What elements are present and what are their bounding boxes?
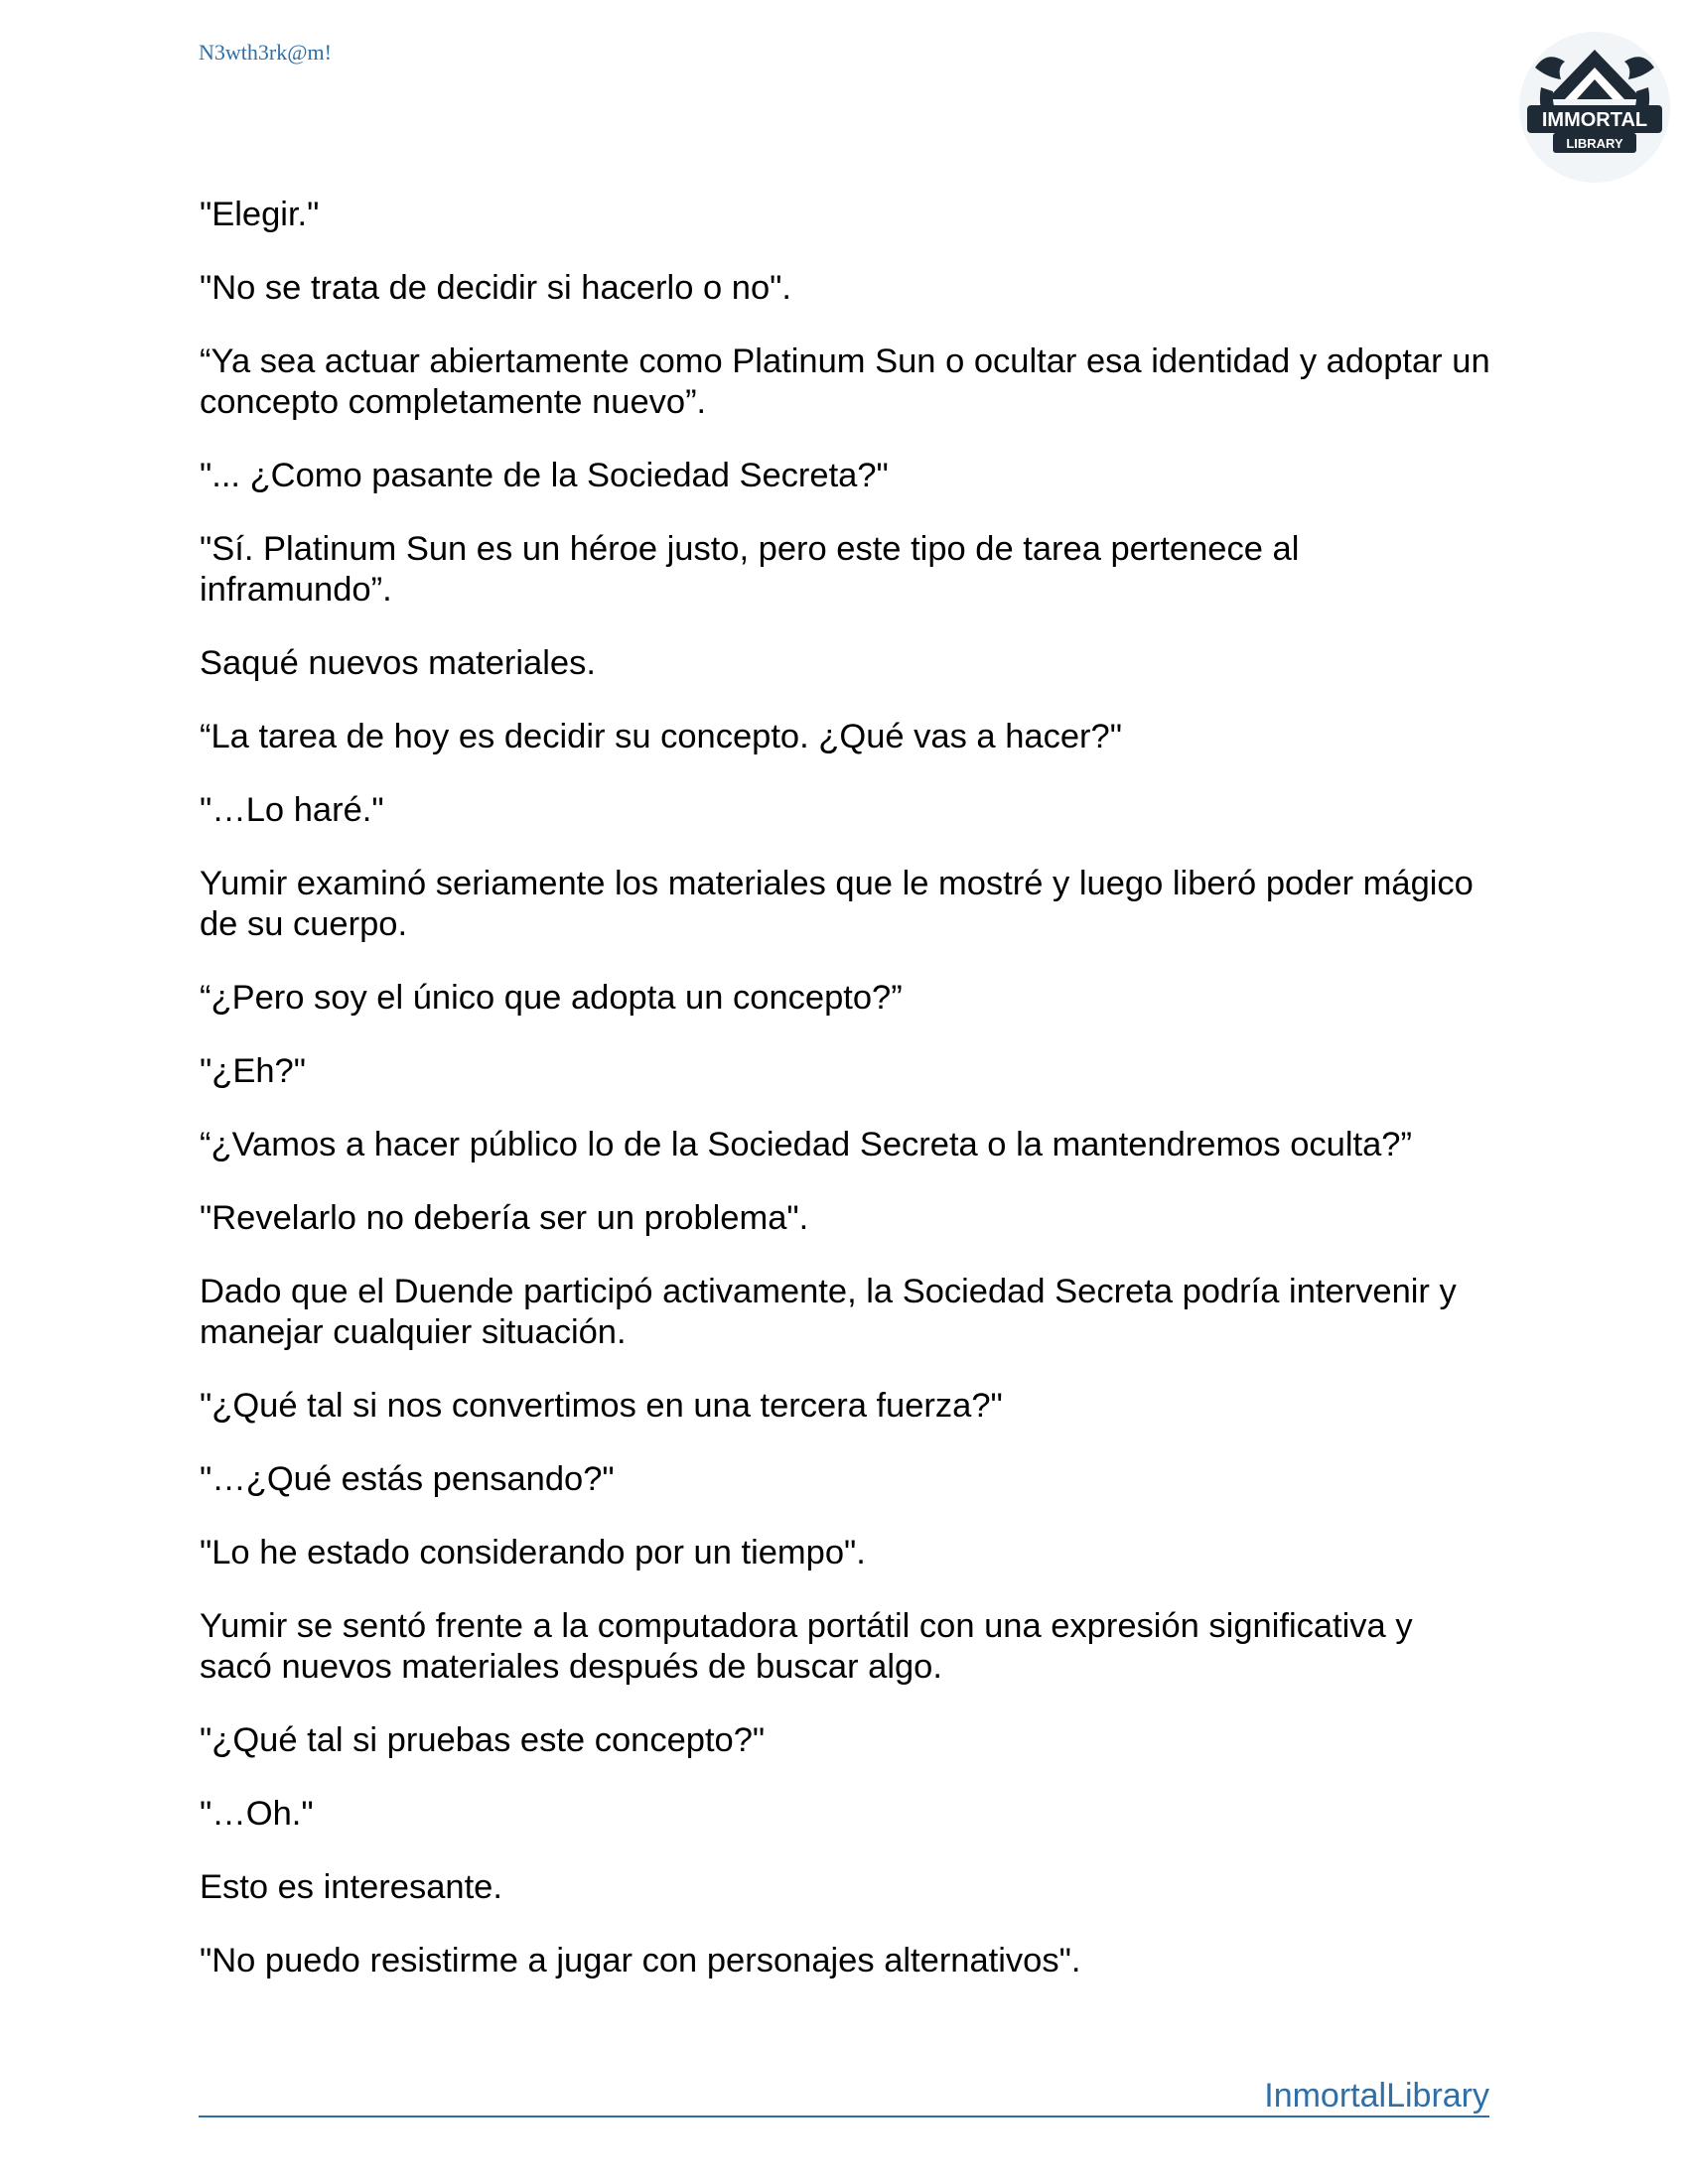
- paragraph: "No se trata de decidir si hacerlo o no".: [200, 269, 791, 307]
- paragraph: "Elegir.": [200, 196, 320, 233]
- header-watermark: N3wth3rk@m!: [199, 40, 332, 65]
- paragraph: "…¿Qué estás pensando?": [200, 1460, 615, 1498]
- footer-divider: [199, 2116, 1489, 2117]
- paragraph: Saqué nuevos materiales.: [200, 644, 596, 682]
- paragraph: "Lo he estado considerando por un tiempo".: [200, 1534, 866, 1571]
- paragraph: "Sí. Platinum Sun es un héroe justo, pero este tipo de tarea pertenece al inframundo”.: [200, 530, 1300, 609]
- footer-link[interactable]: InmortalLibrary: [1264, 2077, 1489, 2115]
- paragraph: "No puedo resistirme a jugar con personajes alternativos".: [200, 1942, 1081, 1979]
- paragraph: Yumir examinó seriamente los materiales que le mostré y luego liberó poder mágico de su cuerpo.: [200, 865, 1474, 943]
- logo-text-immortal: IMMORTAL: [1541, 109, 1648, 131]
- paragraph: Yumir se sentó frente a la computadora portátil con una expresión significativa y sacó nuevos materiales después de buscar algo.: [200, 1607, 1413, 1686]
- paragraph: "Revelarlo no debería ser un problema".: [200, 1199, 809, 1237]
- paragraph: “Ya sea actuar abiertamente como Platinum Sun o ocultar esa identidad y adoptar un concepto completamente nuevo”.: [200, 342, 1490, 421]
- paragraph: “La tarea de hoy es decidir su concepto. ¿Qué vas a hacer?": [200, 718, 1122, 755]
- paragraph: "…Lo haré.": [200, 791, 384, 829]
- paragraph: Esto es interesante.: [200, 1868, 502, 1906]
- paragraph: "¿Qué tal si pruebas este concepto?": [200, 1721, 766, 1759]
- paragraph: "... ¿Como pasante de la Sociedad Secreta?": [200, 457, 889, 494]
- paragraph: “¿Vamos a hacer público lo de la Sociedad Secreta o la mantendremos oculta?”: [200, 1126, 1412, 1163]
- paragraph: “¿Pero soy el único que adopta un concepto?”: [200, 979, 903, 1017]
- paragraph: "¿Eh?": [200, 1052, 306, 1090]
- paragraph: Dado que el Duende participó activamente, la Sociedad Secreta podría intervenir y manejar cualquier situación.: [200, 1273, 1457, 1351]
- immortal-library-logo: [1517, 28, 1672, 187]
- document-body: [200, 195, 1490, 2014]
- paragraph: "¿Qué tal si nos convertimos en una tercera fuerza?": [200, 1387, 1003, 1425]
- paragraph: "…Oh.": [200, 1795, 314, 1833]
- logo-text-library: LIBRARY: [1566, 136, 1623, 151]
